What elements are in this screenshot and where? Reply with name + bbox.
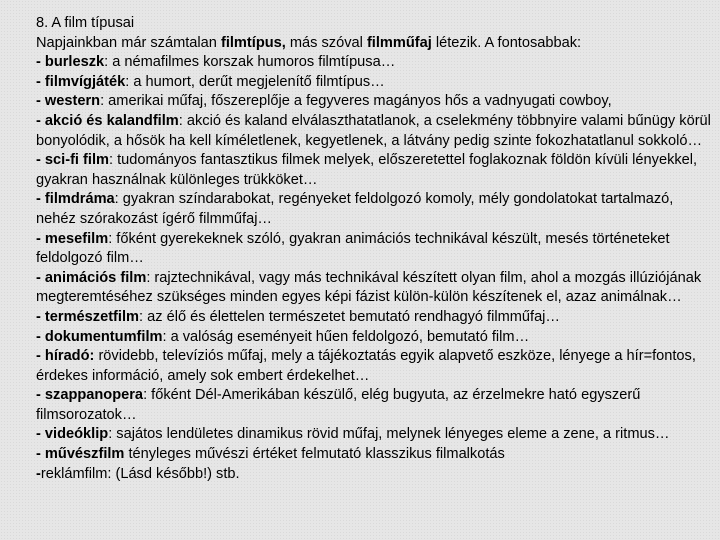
entry-bullet: - — [36, 269, 45, 286]
genre-description: : főként gyerekeknek szóló, gyakran animációs technikával készült, mesés történeteket feldolgozó film… — [36, 230, 670, 267]
genre-entry — [36, 151, 712, 190]
entry-bullet: - — [36, 230, 45, 247]
entry-bullet: - — [36, 73, 45, 90]
genre-entry — [36, 73, 712, 93]
genre-term: híradó: — [44, 348, 95, 365]
document-body — [36, 14, 712, 484]
genre-entry — [36, 328, 712, 348]
genre-description: tényleges művészi értéket felmutató klasszikus filmalkotás — [124, 446, 505, 463]
entry-bullet: - — [36, 348, 45, 365]
genre-term: animációs film — [44, 269, 147, 286]
entry-bullet: - — [36, 308, 45, 325]
genre-description: : főként Dél-Amerikában készülő, elég bugyuta, az érzelmekre ható egyszerű filmsorozatok… — [36, 387, 641, 423]
entry-bullet: - — [36, 465, 41, 482]
genre-description: : rajztechnikával, vagy más technikával készített olyan film, ahol a mozgás illúziójának megteremtéséhez szükséges minden egyes képi fázist külön-külön készítenek el, azaz animálnak… — [36, 269, 702, 306]
genre-entry — [36, 347, 712, 386]
genre-description: : akció és kaland elválaszthatatlanok, a cselekmény többnyire valami bűnügy körül bonyolódik, a hősök ha kell kíméletlenek, kegyetlenek, a látvány pedig szinte fokozhatatlanul sokkoló… — [36, 112, 711, 149]
genre-entry — [36, 230, 712, 269]
genre-term: filmdráma — [44, 191, 115, 208]
genre-term: filmvígjáték — [44, 73, 126, 90]
entry-bullet: - — [36, 426, 45, 443]
entry-bullet: - — [36, 112, 45, 129]
intro-term-filmtipus: filmtípus, — [220, 34, 286, 51]
intro-term-filmmufaj: filmműfaj — [366, 34, 432, 51]
genre-term: dokumentumfilm — [44, 328, 163, 345]
entry-bullet: - — [36, 387, 45, 404]
intro-text-after: létezik. A fontosabbak: — [431, 34, 582, 51]
entry-bullet: - — [36, 152, 45, 169]
genre-entry — [36, 445, 712, 465]
genre-entry — [36, 112, 712, 151]
genre-entry — [36, 190, 712, 229]
entry-bullet: - — [36, 328, 45, 345]
genre-term: western — [44, 93, 101, 110]
genre-term: művészfilm — [44, 446, 125, 463]
genre-term: akció és kalandfilm — [44, 112, 179, 129]
genre-description: : a valóság eseményeit hűen feldolgozó, bemutató film… — [162, 328, 530, 345]
genre-description: : gyakran színdarabokat, regényeket feldolgozó komoly, mély gondolatokat tartalmazó, nehéz szórakozást ígérő filmműfaj… — [36, 191, 674, 227]
genre-entry — [36, 53, 712, 73]
genre-entry — [36, 425, 712, 445]
intro-paragraph — [36, 34, 712, 54]
genre-term: mesefilm — [44, 230, 109, 247]
section-title: 8. A film típusai — [36, 15, 135, 31]
genre-description: reklámfilm: (Lásd később!) stb. — [40, 465, 240, 482]
genre-entry — [36, 92, 712, 112]
entry-bullet: - — [36, 54, 45, 71]
genre-description: rövidebb, televíziós műfaj, mely a tájékoztatás egyik alapvető eszköze, lényege a hír=fontos, érdekes információ, amely sok embert érdekelhet… — [36, 348, 696, 384]
genre-list — [36, 53, 712, 484]
genre-entry — [36, 465, 712, 485]
genre-description: : tudományos fantasztikus filmek melyek, előszeretettel foglakoznak földön kívüli lényekkel, gyakran használnak különleges trükköket… — [36, 152, 698, 188]
intro-text-middle: más szóval — [285, 34, 367, 51]
genre-description: : a humort, derűt megjelenítő filmtípus… — [125, 73, 385, 90]
entry-bullet: - — [36, 191, 45, 208]
genre-term: természetfilm — [44, 308, 140, 325]
genre-term: burleszk — [44, 54, 105, 71]
genre-term: sci-fi film — [44, 152, 109, 169]
genre-entry — [36, 386, 712, 425]
genre-description: : sajátos lendületes dinamikus rövid műfaj, melynek lényeges eleme a zene, a ritmus… — [108, 426, 670, 443]
genre-entry — [36, 308, 712, 328]
genre-description: : amerikai műfaj, főszereplője a fegyveres magányos hős a vadnyugati cowboy, — [100, 93, 612, 110]
intro-text-before: Napjainkban már számtalan — [36, 34, 221, 51]
entry-bullet: - — [36, 93, 45, 110]
genre-term: videóklip — [44, 426, 109, 443]
genre-description: : az élő és élettelen természetet bemutató rendhagyó filmműfaj… — [139, 308, 561, 325]
genre-description: : a némafilmes korszak humoros filmtípusa… — [104, 54, 396, 71]
genre-term: szappanopera — [44, 387, 144, 404]
entry-bullet: - — [36, 446, 45, 463]
genre-entry — [36, 269, 712, 308]
